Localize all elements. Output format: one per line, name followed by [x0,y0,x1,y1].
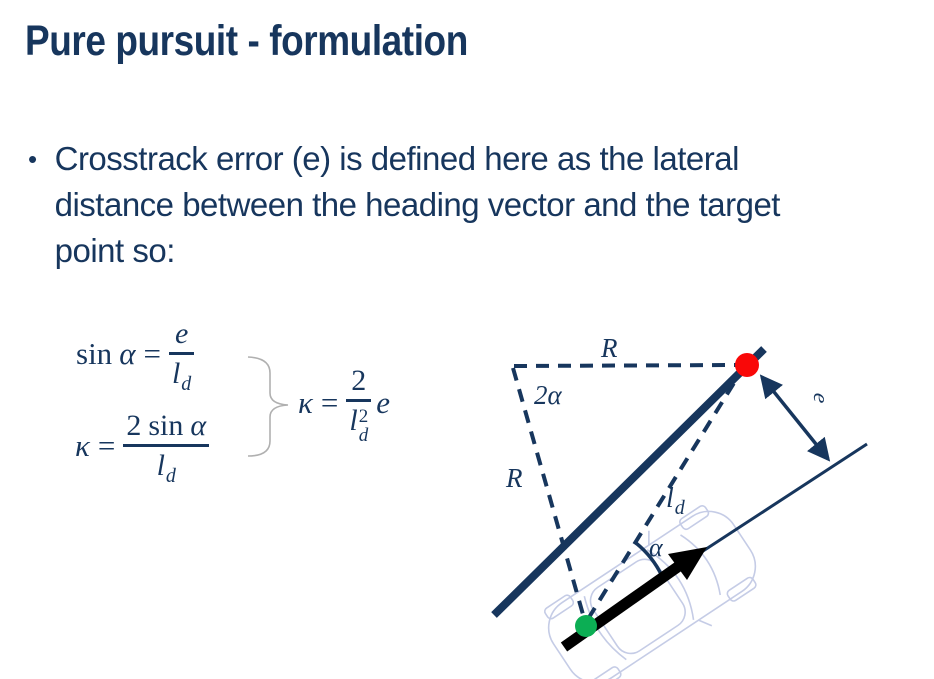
bullet-marker: • [28,144,37,174]
car-wheel-rear-left [543,594,575,621]
car-mirror-left [642,531,655,545]
equals-sign: = [97,428,116,464]
radius-left-label: R [506,463,523,493]
e-var: e [376,385,390,421]
brace [248,357,288,456]
path-line [494,349,764,615]
alpha-arc [636,543,662,576]
car-outline [530,490,773,679]
fraction-bar [123,444,209,447]
bullet-block [28,136,780,274]
car-wheel-rear-right [591,665,623,679]
formula-sin-alpha [76,317,194,396]
heading-arrowhead [668,547,707,580]
kappa-var: κ [75,428,90,464]
fraction [123,409,209,488]
target-point-dot [735,353,759,377]
equals-sign: = [143,336,161,372]
equals-sign: = [320,385,339,421]
fraction-bar [169,352,194,355]
numerator-2: 2 [351,364,367,397]
car-windshield [647,544,702,620]
fraction-bar [346,399,371,402]
radius-top-dashed-line [514,365,736,366]
car-mirror-right [699,616,712,630]
lookahead-dashed-line [588,370,742,619]
car-rear-window [578,596,626,663]
crosstrack-label: e [808,391,835,406]
car-hood-line [680,531,726,595]
slide-title: Pure pursuit - formulation [25,17,468,65]
radius-left-dashed-line [513,368,584,618]
numerator-e: e [174,317,189,350]
alpha-var: α [119,336,136,372]
formula-kappa [75,409,209,488]
car-wheel-front-left [678,504,710,531]
lookahead-label: $l_d$ [666,483,685,519]
car-body [537,500,767,679]
alpha-label: α [649,533,663,562]
angle-2alpha-label: 2α [534,380,562,410]
numerator-2sina: 2 sin α [126,409,207,442]
rear-axle-dot [575,615,597,637]
heading-vector-line [700,444,867,553]
fraction [169,317,194,396]
bullet-text [55,136,780,274]
fraction [346,364,371,446]
denominator-ld: ld [171,357,192,396]
kappa-var: κ [298,385,313,421]
heading-arrow-shaft [564,566,679,647]
car-roof [584,553,691,659]
sin-function: sin [76,336,113,372]
car-wheel-front-right [726,576,758,603]
formula-kappa-combined [298,364,390,446]
bullet-line-3: point so: [54,232,175,269]
crosstrack-arrow [762,377,828,459]
denominator-ld-squared: l 2 d [349,404,369,446]
denominator-ld: ld [156,449,176,488]
bullet-line-1: Crosstrack error (e) is defined here as the lateral [54,140,739,177]
radius-top-label: R [601,333,618,363]
bullet-line-2: distance between the heading vector and the target [54,186,780,223]
